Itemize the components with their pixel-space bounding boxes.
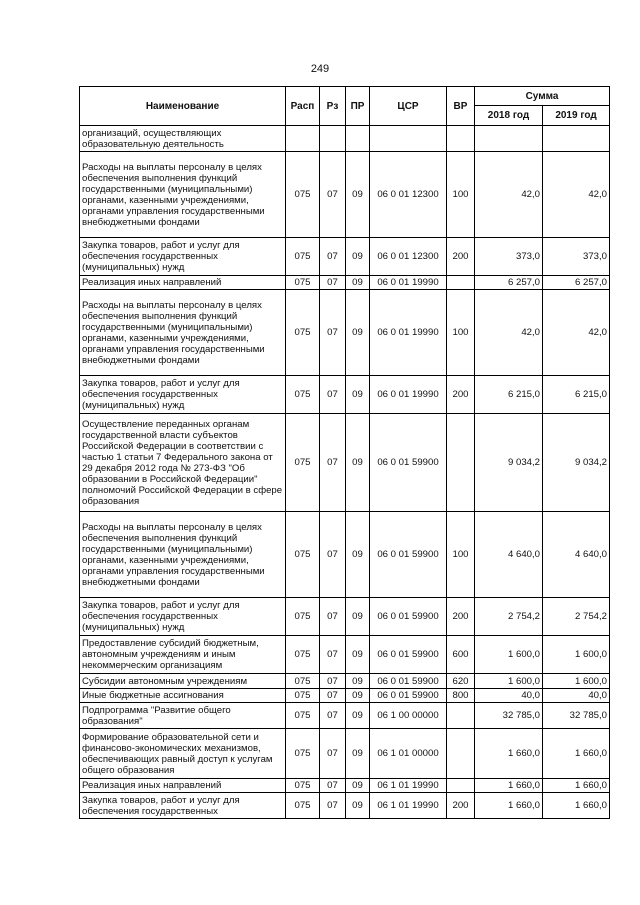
row-name: Реализация иных направлений [80, 276, 286, 290]
row-rasp: 075 [286, 689, 320, 703]
row-csr: 06 0 01 59900 [370, 414, 447, 512]
row-vr [447, 779, 475, 793]
row-rz: 07 [320, 290, 346, 376]
header-rasp: Расп [286, 87, 320, 126]
row-vr [447, 276, 475, 290]
row-sum-2019: 2 754,2 [543, 598, 610, 636]
row-vr: 100 [447, 290, 475, 376]
row-rz: 07 [320, 674, 346, 689]
row-sum-2019: 4 640,0 [543, 512, 610, 598]
row-name: Подпрограмма "Развитие общего образования" [80, 703, 286, 729]
row-csr: 06 0 01 19990 [370, 376, 447, 414]
row-rz: 07 [320, 276, 346, 290]
row-sum-2019: 9 034,2 [543, 414, 610, 512]
table-row [80, 636, 610, 674]
row-rasp: 075 [286, 598, 320, 636]
row-vr: 100 [447, 152, 475, 238]
header-2018: 2018 год [475, 106, 543, 126]
row-sum-2018: 42,0 [475, 290, 543, 376]
row-csr: 06 0 01 59900 [370, 674, 447, 689]
row-pr: 09 [346, 414, 370, 512]
row-pr: 09 [346, 703, 370, 729]
row-vr: 200 [447, 793, 475, 819]
row-sum-2019: 373,0 [543, 238, 610, 276]
row-sum-2018: 42,0 [475, 152, 543, 238]
row-sum-2019: 1 660,0 [543, 729, 610, 779]
row-sum-2019: 40,0 [543, 689, 610, 703]
row-rasp: 075 [286, 674, 320, 689]
row-pr: 09 [346, 598, 370, 636]
row-csr: 06 1 01 19990 [370, 779, 447, 793]
table-row [80, 674, 610, 689]
row-csr: 06 0 01 19990 [370, 290, 447, 376]
row-name: Расходы на выплаты персоналу в целях обеспечения выполнения функций государственными (муниципальными) органами, казенными учреждениями, органами управления государственными внебюджетными фондами [80, 290, 286, 376]
row-vr [447, 414, 475, 512]
row-sum-2019: 6 215,0 [543, 376, 610, 414]
row-name: Закупка товаров, работ и услуг для обеспечения государственных (муниципальных) нужд [80, 376, 286, 414]
row-sum-2019: 32 785,0 [543, 703, 610, 729]
row-name: Расходы на выплаты персоналу в целях обеспечения выполнения функций государственными (муниципальными) органами, казенными учреждениями, органами управления государственными внебюджетными фондами [80, 512, 286, 598]
budget-table [79, 86, 610, 819]
row-sum-2018: 6 215,0 [475, 376, 543, 414]
row-sum-2019: 42,0 [543, 290, 610, 376]
row-vr: 800 [447, 689, 475, 703]
row-sum-2018: 9 034,2 [475, 414, 543, 512]
row-pr: 09 [346, 376, 370, 414]
row-rz: 07 [320, 376, 346, 414]
row-name: Формирование образовательной сети и финансово-экономических механизмов, обеспечивающих равный доступ к услугам общего образования [80, 729, 286, 779]
row-vr [447, 126, 475, 152]
row-sum-2019: 1 660,0 [543, 779, 610, 793]
row-sum-2019: 1 660,0 [543, 793, 610, 819]
row-rz [320, 126, 346, 152]
row-name: Закупка товаров, работ и услуг для обеспечения государственных (муниципальных) нужд [80, 238, 286, 276]
row-sum-2018: 1 660,0 [475, 779, 543, 793]
row-rz: 07 [320, 636, 346, 674]
header-sum: Сумма [475, 87, 610, 106]
row-rasp: 075 [286, 238, 320, 276]
row-rz: 07 [320, 598, 346, 636]
row-name: Субсидии автономным учреждениям [80, 674, 286, 689]
row-sum-2018: 4 640,0 [475, 512, 543, 598]
row-rasp: 075 [286, 636, 320, 674]
row-csr: 06 1 00 00000 [370, 703, 447, 729]
row-csr: 06 0 01 59900 [370, 636, 447, 674]
row-name: Расходы на выплаты персоналу в целях обеспечения выполнения функций государственными (муниципальными) органами, казенными учреждениями, органами управления государственными внебюджетными фондами [80, 152, 286, 238]
table-row [80, 703, 610, 729]
table-row [80, 126, 610, 152]
row-sum-2018: 1 660,0 [475, 793, 543, 819]
table-row [80, 152, 610, 238]
row-csr: 06 0 01 19990 [370, 276, 447, 290]
row-pr: 09 [346, 238, 370, 276]
row-pr: 09 [346, 689, 370, 703]
table-row [80, 729, 610, 779]
row-name: Закупка товаров, работ и услуг для обеспечения государственных (муниципальных) нужд [80, 598, 286, 636]
row-csr [370, 126, 447, 152]
row-pr: 09 [346, 290, 370, 376]
page-number: 249 [310, 63, 330, 75]
row-name: Осуществление переданных органам государственной власти субъектов Российской Федерации в соответствии с частью 1 статьи 7 Федерального закона от 29 декабря 2012 года № 273-ФЗ "Об образовании в Российской Федерации" полномочий Российской Федерации в сфере образования [80, 414, 286, 512]
row-rasp: 075 [286, 276, 320, 290]
row-csr: 06 0 01 59900 [370, 598, 447, 636]
row-rasp: 075 [286, 414, 320, 512]
row-pr: 09 [346, 729, 370, 779]
row-rasp [286, 126, 320, 152]
row-rz: 07 [320, 414, 346, 512]
row-vr: 620 [447, 674, 475, 689]
row-sum-2018: 1 600,0 [475, 674, 543, 689]
row-name: организаций, осуществляющих образовательную деятельность [80, 126, 286, 152]
row-csr: 06 1 01 00000 [370, 729, 447, 779]
header-2019: 2019 год [543, 106, 610, 126]
row-rz: 07 [320, 793, 346, 819]
row-csr: 06 0 01 12300 [370, 152, 447, 238]
row-pr: 09 [346, 152, 370, 238]
row-vr: 200 [447, 238, 475, 276]
row-vr [447, 703, 475, 729]
table-row [80, 290, 610, 376]
header-name: Наименование [80, 87, 286, 126]
row-name: Иные бюджетные ассигнования [80, 689, 286, 703]
row-vr [447, 729, 475, 779]
table-row [80, 793, 610, 819]
row-rasp: 075 [286, 290, 320, 376]
row-csr: 06 0 01 59900 [370, 689, 447, 703]
row-vr: 200 [447, 376, 475, 414]
row-rasp: 075 [286, 376, 320, 414]
row-rz: 07 [320, 729, 346, 779]
row-sum-2018: 32 785,0 [475, 703, 543, 729]
row-csr: 06 0 01 12300 [370, 238, 447, 276]
row-sum-2019 [543, 126, 610, 152]
row-rz: 07 [320, 703, 346, 729]
table-row [80, 276, 610, 290]
row-pr: 09 [346, 276, 370, 290]
table-row [80, 376, 610, 414]
row-pr: 09 [346, 793, 370, 819]
row-csr: 06 0 01 59900 [370, 512, 447, 598]
row-rz: 07 [320, 779, 346, 793]
row-rasp: 075 [286, 779, 320, 793]
table-row [80, 414, 610, 512]
row-name: Реализация иных направлений [80, 779, 286, 793]
row-rasp: 075 [286, 152, 320, 238]
header-pr: ПР [346, 87, 370, 126]
row-pr: 09 [346, 674, 370, 689]
row-sum-2019: 1 600,0 [543, 674, 610, 689]
row-sum-2018: 1 660,0 [475, 729, 543, 779]
table-row [80, 598, 610, 636]
row-sum-2019: 42,0 [543, 152, 610, 238]
row-sum-2018: 6 257,0 [475, 276, 543, 290]
row-rz: 07 [320, 152, 346, 238]
row-pr: 09 [346, 636, 370, 674]
row-rasp: 075 [286, 512, 320, 598]
row-vr: 100 [447, 512, 475, 598]
table-row [80, 779, 610, 793]
row-pr: 09 [346, 779, 370, 793]
row-rz: 07 [320, 689, 346, 703]
row-name: Предоставление субсидий бюджетным, автономным учреждениям и иным некоммерческим организациям [80, 636, 286, 674]
row-pr [346, 126, 370, 152]
row-sum-2019: 1 600,0 [543, 636, 610, 674]
row-sum-2018: 2 754,2 [475, 598, 543, 636]
header-vr: ВР [447, 87, 475, 126]
table-row [80, 689, 610, 703]
header-rz: Рз [320, 87, 346, 126]
row-rz: 07 [320, 238, 346, 276]
row-name: Закупка товаров, работ и услуг для обеспечения государственных [80, 793, 286, 819]
header-csr: ЦСР [370, 87, 447, 126]
table-row [80, 238, 610, 276]
row-sum-2018: 1 600,0 [475, 636, 543, 674]
row-rasp: 075 [286, 703, 320, 729]
row-sum-2018: 40,0 [475, 689, 543, 703]
row-sum-2019: 6 257,0 [543, 276, 610, 290]
row-rasp: 075 [286, 793, 320, 819]
row-csr: 06 1 01 19990 [370, 793, 447, 819]
row-rasp: 075 [286, 729, 320, 779]
row-pr: 09 [346, 512, 370, 598]
row-rz: 07 [320, 512, 346, 598]
row-sum-2018 [475, 126, 543, 152]
table-row [80, 512, 610, 598]
row-vr: 200 [447, 598, 475, 636]
row-vr: 600 [447, 636, 475, 674]
row-sum-2018: 373,0 [475, 238, 543, 276]
